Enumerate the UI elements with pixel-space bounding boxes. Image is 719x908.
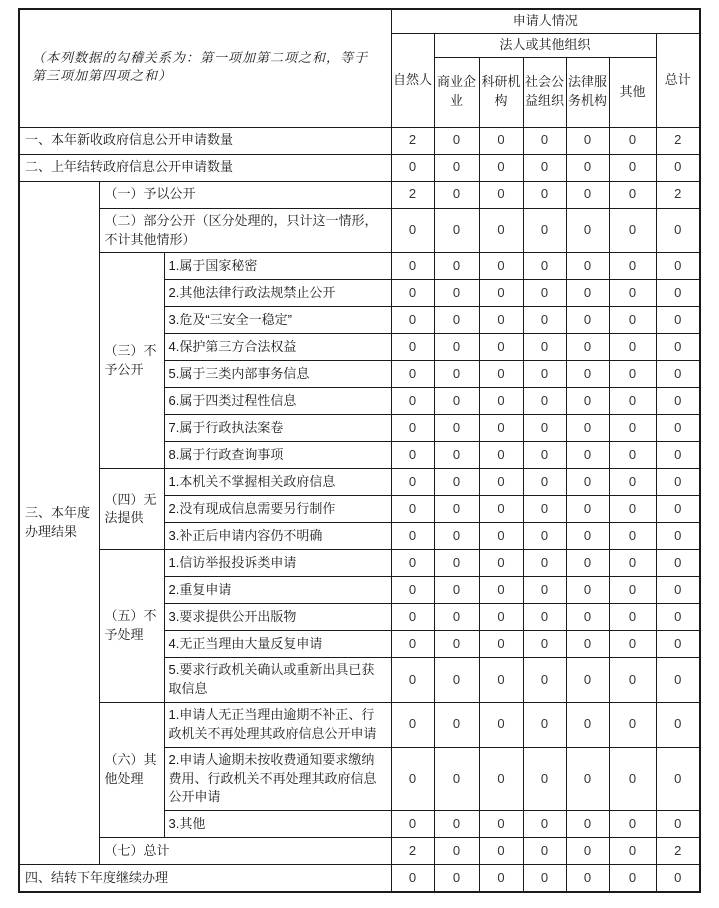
row-label-result-2: （二）部分公开（区分处理的，只计这一情形，不计其他情形） [99,208,391,253]
value-cell-result-5-1-col4: 0 [566,550,609,577]
value-cell-result-2-col6: 0 [656,208,700,253]
value-cell-result-3-3-col6: 0 [656,307,700,334]
value-cell-result-6-1-col5: 0 [609,703,656,748]
value-cell-result-5-2-col4: 0 [566,577,609,604]
value-cell-result-7-col3: 0 [523,838,566,865]
value-cell-result-6-1-col0: 0 [391,703,434,748]
value-cell-result-3-8-col3: 0 [523,442,566,469]
group-label-result-6-1: （六）其他处理 [99,703,164,838]
value-cell-result-5-3-col5: 0 [609,604,656,631]
value-cell-result-2-col2: 0 [479,208,523,253]
table-row-result-4-1 [19,469,700,496]
value-cell-result-3-2-col0: 0 [391,280,434,307]
value-cell-result-4-2-col0: 0 [391,496,434,523]
value-cell-result-5-5-col2: 0 [479,658,523,703]
value-cell-carried-over-prev-col2: 0 [479,154,523,181]
value-cell-result-2-col0: 0 [391,208,434,253]
value-cell-result-3-3-col3: 0 [523,307,566,334]
value-cell-result-3-6-col2: 0 [479,388,523,415]
value-cell-result-2-col3: 0 [523,208,566,253]
value-cell-carry-next-year-col4: 0 [566,865,609,892]
value-cell-carried-over-prev-col6: 0 [656,154,700,181]
value-cell-carry-next-year-col2: 0 [479,865,523,892]
value-cell-result-7-col0: 2 [391,838,434,865]
row-label-result-5-2: 2.重复申请 [164,577,391,604]
value-cell-result-4-2-col4: 0 [566,496,609,523]
value-cell-result-5-4-col3: 0 [523,631,566,658]
value-cell-result-3-8-col1: 0 [434,442,479,469]
value-cell-result-5-5-col1: 0 [434,658,479,703]
reconciliation-note: （本列数据的勾稽关系为：第一项加第二项之和，等于第三项加第四项之和） [19,9,391,127]
table-row-new-received [19,127,700,154]
value-cell-result-6-3-col5: 0 [609,811,656,838]
value-cell-result-1-col4: 0 [566,181,609,208]
value-cell-result-5-5-col4: 0 [566,658,609,703]
section-a-label: 三、本年度办理结果 [19,181,99,865]
value-cell-result-5-5-col5: 0 [609,658,656,703]
value-cell-result-5-3-col0: 0 [391,604,434,631]
value-cell-carried-over-prev-col1: 0 [434,154,479,181]
value-cell-result-5-1-col6: 0 [656,550,700,577]
value-cell-result-6-1-col6: 0 [656,703,700,748]
value-cell-result-3-6-col3: 0 [523,388,566,415]
value-cell-result-5-4-col4: 0 [566,631,609,658]
value-cell-carry-next-year-col6: 0 [656,865,700,892]
value-cell-result-6-2-col4: 0 [566,747,609,811]
value-cell-result-5-3-col4: 0 [566,604,609,631]
header-applicant-situation: 申请人情况 [391,9,700,33]
value-cell-new-received-col5: 0 [609,127,656,154]
header-org-col-legal-service: 法律服务机构 [566,57,609,127]
value-cell-result-6-1-col1: 0 [434,703,479,748]
value-cell-result-5-2-col0: 0 [391,577,434,604]
header-org-col-research: 科研机构 [479,57,523,127]
value-cell-result-6-2-col3: 0 [523,747,566,811]
header-natural-person: 自然人 [391,33,434,127]
value-cell-result-4-1-col6: 0 [656,469,700,496]
value-cell-result-3-2-col3: 0 [523,280,566,307]
value-cell-result-3-3-col4: 0 [566,307,609,334]
value-cell-result-4-2-col3: 0 [523,496,566,523]
value-cell-result-5-3-col3: 0 [523,604,566,631]
group-label-result-4-1: （四）无法提供 [99,469,164,550]
row-label-result-3-6: 6.属于四类过程性信息 [164,388,391,415]
value-cell-result-4-2-col6: 0 [656,496,700,523]
value-cell-result-3-2-col6: 0 [656,280,700,307]
row-label-new-received: 一、本年新收政府信息公开申请数量 [19,127,391,154]
value-cell-new-received-col0: 2 [391,127,434,154]
value-cell-result-3-3-col0: 0 [391,307,434,334]
row-label-result-1: （一）予以公开 [99,181,391,208]
value-cell-result-4-1-col4: 0 [566,469,609,496]
value-cell-result-5-2-col3: 0 [523,577,566,604]
value-cell-carried-over-prev-col3: 0 [523,154,566,181]
value-cell-result-3-5-col2: 0 [479,361,523,388]
table-row-result-6-1 [19,703,700,748]
header-org-col-social-welfare: 社会公益组织 [523,57,566,127]
value-cell-result-3-7-col5: 0 [609,415,656,442]
value-cell-result-5-1-col2: 0 [479,550,523,577]
header-org-col-business: 商业企业 [434,57,479,127]
value-cell-result-3-5-col0: 0 [391,361,434,388]
table-row-result-5-1 [19,550,700,577]
header-legal-org: 法人或其他组织 [434,33,656,57]
value-cell-result-2-col4: 0 [566,208,609,253]
value-cell-result-3-3-col2: 0 [479,307,523,334]
value-cell-result-4-3-col2: 0 [479,523,523,550]
value-cell-result-1-col2: 0 [479,181,523,208]
table-row-result-3-1 [19,253,700,280]
row-label-result-7: （七）总计 [99,838,391,865]
value-cell-result-2-col1: 0 [434,208,479,253]
value-cell-result-7-col2: 0 [479,838,523,865]
row-label-result-3-4: 4.保护第三方合法权益 [164,334,391,361]
value-cell-result-3-4-col4: 0 [566,334,609,361]
row-label-result-3-5: 5.属于三类内部事务信息 [164,361,391,388]
row-label-carry-next-year: 四、结转下年度继续办理 [19,865,391,892]
value-cell-result-6-2-col6: 0 [656,747,700,811]
value-cell-result-1-col1: 0 [434,181,479,208]
value-cell-result-3-8-col0: 0 [391,442,434,469]
value-cell-result-3-8-col6: 0 [656,442,700,469]
value-cell-result-3-1-col2: 0 [479,253,523,280]
value-cell-result-5-3-col6: 0 [656,604,700,631]
header-total: 总计 [656,33,700,127]
value-cell-result-3-6-col4: 0 [566,388,609,415]
row-label-result-3-2: 2.其他法律行政法规禁止公开 [164,280,391,307]
row-label-result-3-3: 3.危及“三安全一稳定” [164,307,391,334]
value-cell-result-6-1-col3: 0 [523,703,566,748]
value-cell-result-5-4-col0: 0 [391,631,434,658]
value-cell-result-5-4-col2: 0 [479,631,523,658]
value-cell-result-3-1-col0: 0 [391,253,434,280]
value-cell-result-4-1-col2: 0 [479,469,523,496]
group-label-result-5-1: （五）不予处理 [99,550,164,703]
row-label-result-4-1: 1.本机关不掌握相关政府信息 [164,469,391,496]
value-cell-result-4-3-col3: 0 [523,523,566,550]
value-cell-result-3-7-col6: 0 [656,415,700,442]
value-cell-carried-over-prev-col4: 0 [566,154,609,181]
header-row-1 [19,9,700,33]
value-cell-result-3-2-col1: 0 [434,280,479,307]
value-cell-result-3-4-col1: 0 [434,334,479,361]
value-cell-result-5-4-col5: 0 [609,631,656,658]
value-cell-result-3-2-col2: 0 [479,280,523,307]
row-label-result-5-5: 5.要求行政机关确认或重新出具已获取信息 [164,658,391,703]
value-cell-carried-over-prev-col5: 0 [609,154,656,181]
value-cell-result-4-3-col6: 0 [656,523,700,550]
value-cell-result-1-col6: 2 [656,181,700,208]
value-cell-result-3-2-col5: 0 [609,280,656,307]
value-cell-result-7-col6: 2 [656,838,700,865]
value-cell-result-1-col5: 0 [609,181,656,208]
value-cell-result-6-2-col0: 0 [391,747,434,811]
value-cell-carried-over-prev-col0: 0 [391,154,434,181]
value-cell-result-3-1-col5: 0 [609,253,656,280]
row-label-result-3-1: 1.属于国家秘密 [164,253,391,280]
value-cell-result-3-6-col5: 0 [609,388,656,415]
value-cell-carry-next-year-col5: 0 [609,865,656,892]
value-cell-result-7-col4: 0 [566,838,609,865]
value-cell-carry-next-year-col1: 0 [434,865,479,892]
value-cell-result-3-3-col5: 0 [609,307,656,334]
table-row-result-7 [19,838,700,865]
value-cell-result-5-5-col0: 0 [391,658,434,703]
value-cell-result-5-3-col2: 0 [479,604,523,631]
value-cell-result-3-1-col4: 0 [566,253,609,280]
row-label-result-6-1: 1.申请人无正当理由逾期不补正、行政机关不再处理其政府信息公开申请 [164,703,391,748]
value-cell-result-3-8-col2: 0 [479,442,523,469]
row-label-result-6-3: 3.其他 [164,811,391,838]
table-row-carry-next-year [19,865,700,892]
row-label-result-6-2: 2.申请人逾期未按收费通知要求缴纳费用、行政机关不再处理其政府信息公开申请 [164,747,391,811]
table-row-result-1 [19,181,700,208]
value-cell-result-6-3-col6: 0 [656,811,700,838]
row-label-carried-over-prev: 二、上年结转政府信息公开申请数量 [19,154,391,181]
value-cell-result-3-4-col6: 0 [656,334,700,361]
group-label-result-3-1: （三）不予公开 [99,253,164,469]
value-cell-result-4-3-col1: 0 [434,523,479,550]
value-cell-result-3-1-col3: 0 [523,253,566,280]
value-cell-result-3-7-col1: 0 [434,415,479,442]
value-cell-result-6-3-col4: 0 [566,811,609,838]
value-cell-result-3-5-col3: 0 [523,361,566,388]
value-cell-result-4-3-col5: 0 [609,523,656,550]
value-cell-result-6-3-col1: 0 [434,811,479,838]
disclosure-statistics-table [18,8,701,893]
row-label-result-3-7: 7.属于行政执法案卷 [164,415,391,442]
value-cell-result-6-3-col2: 0 [479,811,523,838]
value-cell-result-4-3-col0: 0 [391,523,434,550]
value-cell-result-3-1-col6: 0 [656,253,700,280]
value-cell-carry-next-year-col3: 0 [523,865,566,892]
row-label-result-4-3: 3.补正后申请内容仍不明确 [164,523,391,550]
value-cell-result-5-3-col1: 0 [434,604,479,631]
value-cell-result-5-2-col1: 0 [434,577,479,604]
value-cell-result-3-8-col5: 0 [609,442,656,469]
value-cell-result-6-3-col3: 0 [523,811,566,838]
value-cell-result-7-col5: 0 [609,838,656,865]
value-cell-result-3-6-col1: 0 [434,388,479,415]
row-label-result-5-4: 4.无正当理由大量反复申请 [164,631,391,658]
value-cell-result-4-3-col4: 0 [566,523,609,550]
value-cell-result-3-5-col5: 0 [609,361,656,388]
value-cell-result-3-1-col1: 0 [434,253,479,280]
value-cell-result-4-1-col1: 0 [434,469,479,496]
value-cell-carry-next-year-col0: 0 [391,865,434,892]
value-cell-result-5-5-col3: 0 [523,658,566,703]
value-cell-result-5-1-col3: 0 [523,550,566,577]
row-label-result-3-8: 8.属于行政查询事项 [164,442,391,469]
value-cell-result-3-5-col4: 0 [566,361,609,388]
value-cell-result-4-2-col1: 0 [434,496,479,523]
value-cell-result-1-col3: 0 [523,181,566,208]
value-cell-result-4-1-col5: 0 [609,469,656,496]
value-cell-result-6-3-col0: 0 [391,811,434,838]
row-label-result-5-1: 1.信访举报投诉类申请 [164,550,391,577]
table-row-carried-over-prev [19,154,700,181]
value-cell-new-received-col4: 0 [566,127,609,154]
value-cell-result-3-3-col1: 0 [434,307,479,334]
value-cell-result-3-8-col4: 0 [566,442,609,469]
value-cell-result-3-4-col0: 0 [391,334,434,361]
value-cell-result-3-7-col2: 0 [479,415,523,442]
value-cell-result-3-5-col6: 0 [656,361,700,388]
value-cell-new-received-col1: 0 [434,127,479,154]
value-cell-result-1-col0: 2 [391,181,434,208]
value-cell-result-5-4-col6: 0 [656,631,700,658]
value-cell-result-3-7-col4: 0 [566,415,609,442]
value-cell-result-6-1-col2: 0 [479,703,523,748]
value-cell-result-3-4-col5: 0 [609,334,656,361]
value-cell-result-6-2-col1: 0 [434,747,479,811]
value-cell-new-received-col6: 2 [656,127,700,154]
value-cell-result-5-4-col1: 0 [434,631,479,658]
value-cell-result-5-5-col6: 0 [656,658,700,703]
value-cell-result-4-2-col5: 0 [609,496,656,523]
value-cell-result-2-col5: 0 [609,208,656,253]
value-cell-result-6-1-col4: 0 [566,703,609,748]
value-cell-result-7-col1: 0 [434,838,479,865]
value-cell-result-5-1-col0: 0 [391,550,434,577]
value-cell-result-3-7-col3: 0 [523,415,566,442]
row-label-result-4-2: 2.没有现成信息需要另行制作 [164,496,391,523]
value-cell-new-received-col2: 0 [479,127,523,154]
value-cell-result-4-2-col2: 0 [479,496,523,523]
value-cell-result-3-4-col3: 0 [523,334,566,361]
value-cell-result-3-4-col2: 0 [479,334,523,361]
value-cell-result-3-5-col1: 0 [434,361,479,388]
row-label-result-5-3: 3.要求提供公开出版物 [164,604,391,631]
value-cell-result-3-7-col0: 0 [391,415,434,442]
header-org-col-other: 其他 [609,57,656,127]
value-cell-result-6-2-col2: 0 [479,747,523,811]
value-cell-result-5-1-col5: 0 [609,550,656,577]
value-cell-result-6-2-col5: 0 [609,747,656,811]
value-cell-result-5-1-col1: 0 [434,550,479,577]
value-cell-result-4-1-col3: 0 [523,469,566,496]
value-cell-result-5-2-col2: 0 [479,577,523,604]
table-row-result-2 [19,208,700,253]
value-cell-result-5-2-col5: 0 [609,577,656,604]
value-cell-result-3-2-col4: 0 [566,280,609,307]
value-cell-result-3-6-col0: 0 [391,388,434,415]
value-cell-new-received-col3: 0 [523,127,566,154]
value-cell-result-5-2-col6: 0 [656,577,700,604]
value-cell-result-3-6-col6: 0 [656,388,700,415]
value-cell-result-4-1-col0: 0 [391,469,434,496]
